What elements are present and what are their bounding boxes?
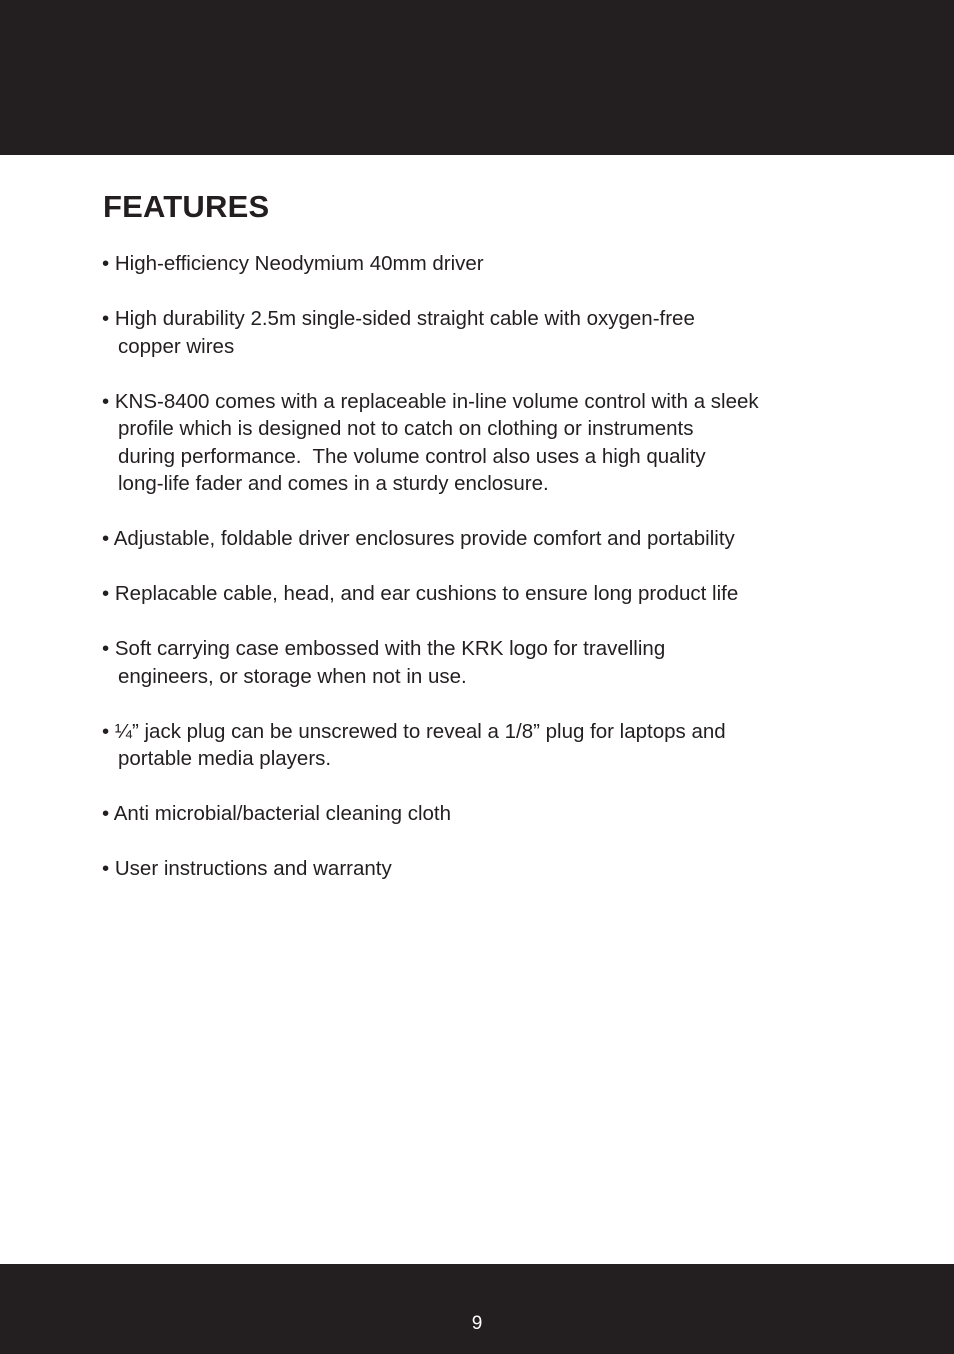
feature-text: • User instructions and warranty xyxy=(102,857,392,880)
feature-text: • Anti microbial/bacterial cleaning cloth xyxy=(102,802,452,825)
feature-item xyxy=(102,250,862,278)
footer-band xyxy=(0,1264,954,1354)
feature-text: • Replacable cable, head, and ear cushions to ensure long product life xyxy=(102,582,739,605)
feature-item xyxy=(102,525,862,553)
page-title: FEATURES xyxy=(103,189,270,224)
feature-text: • Soft carrying case embossed with the KRK logo for travelling xyxy=(102,637,666,660)
feature-item xyxy=(102,635,862,690)
feature-item xyxy=(102,855,862,883)
feature-item xyxy=(102,388,862,498)
feature-text-continuation: copper wires xyxy=(118,334,235,358)
header-band xyxy=(0,0,954,155)
feature-text-continuation: engineers, or storage when not in use. xyxy=(118,664,467,688)
feature-text-continuation: portable media players. xyxy=(118,747,332,770)
page-number: 9 xyxy=(471,1313,483,1334)
feature-text: • ¼” jack plug can be unscrewed to reveal a 1/8” plug for laptops and xyxy=(102,719,726,743)
feature-item xyxy=(102,580,862,608)
feature-item xyxy=(102,718,862,773)
feature-item xyxy=(102,800,862,828)
feature-text: • KNS-8400 comes with a replaceable in-line volume control with a sleek xyxy=(102,389,759,413)
feature-item xyxy=(102,305,862,360)
feature-list xyxy=(102,250,862,910)
feature-text-continuation: profile which is designed not to catch on clothing or instruments xyxy=(118,417,694,440)
feature-text: • High-efficiency Neodymium 40mm driver xyxy=(102,252,484,275)
feature-text: • High durability 2.5m single-sided straight cable with oxygen-free xyxy=(102,307,695,330)
feature-text-continuation: long-life fader and comes in a sturdy enclosure. xyxy=(118,472,549,495)
feature-text: • Adjustable, foldable driver enclosures provide comfort and portability xyxy=(102,527,735,550)
feature-text-continuation: during performance. The volume control also uses a high quality xyxy=(118,444,706,468)
